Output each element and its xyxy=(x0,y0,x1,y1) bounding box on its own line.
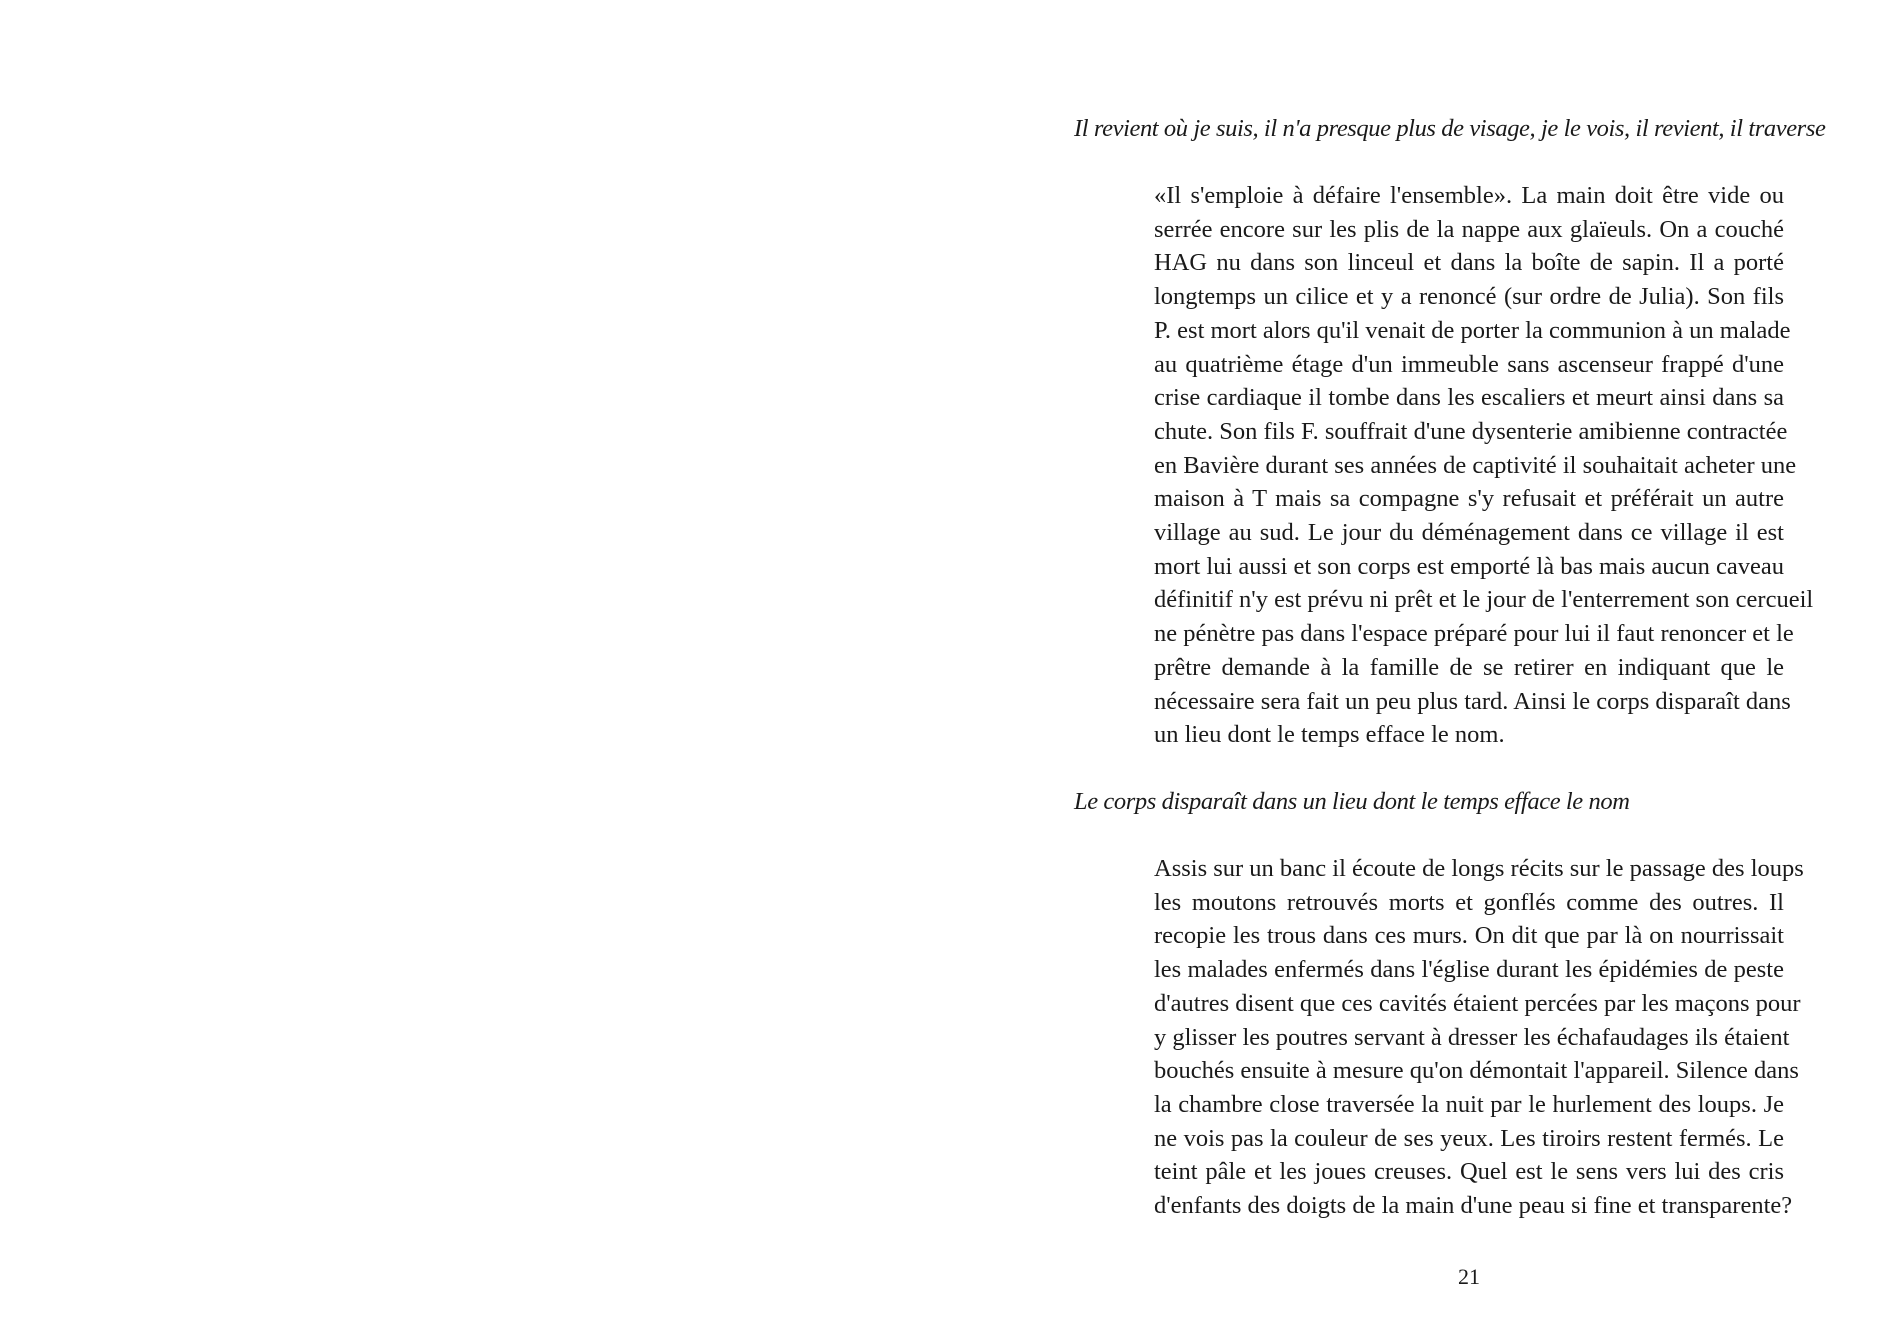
text-line: la chambre close traversée la nuit par le hurlement des loups. Je xyxy=(1154,1090,1784,1118)
text-line: «Il s'emploie à défaire l'ensemble». La main doit être vide ou xyxy=(1154,182,1784,209)
text-line: village au sud. Le jour du déménagement dans ce village il est xyxy=(1154,519,1784,547)
text-line: bouchés ensuite à mesure qu'on démontait l'appareil. Silence dans xyxy=(1154,1057,1799,1085)
text-line: les moutons retrouvés morts et gonflés comme des outres. Il xyxy=(1154,888,1784,916)
text-line: les malades enfermés dans l'église durant les épidémies de peste xyxy=(1154,956,1784,984)
text-line: au quatrième étage d'un immeuble sans ascenseur frappé d'une xyxy=(1154,350,1784,378)
text-line: d'autres disent que ces cavités étaient percées par les maçons pour xyxy=(1154,989,1801,1017)
section-heading-2: Le corps disparaît dans un lieu dont le temps efface le nom xyxy=(1074,788,1630,815)
text-line: en Bavière durant ses années de captivité il souhaitait acheter une xyxy=(1154,451,1797,479)
right-page xyxy=(1074,0,1826,1332)
text-line: chute. Son fils F. souffrait d'une dysenterie amibienne contractée xyxy=(1154,417,1788,445)
text-line: un lieu dont le temps efface le nom. xyxy=(1154,721,1505,749)
text-line: P. est mort alors qu'il venait de porter la communion à un malade xyxy=(1154,316,1791,344)
section-heading-1: Il revient où je suis, il n'a presque plus de visage, je le vois, il revient, il traverse xyxy=(1074,115,1826,142)
text-line: nécessaire sera fait un peu plus tard. Ainsi le corps disparaît dans xyxy=(1154,687,1791,715)
text-line: crise cardiaque il tombe dans les escaliers et meurt ainsi dans sa xyxy=(1154,384,1784,412)
paragraph-1 xyxy=(1154,179,1814,752)
paragraph-2 xyxy=(1154,852,1804,1223)
text-line: définitif n'y est prévu ni prêt et le jour de l'enterrement son cercueil xyxy=(1154,586,1814,614)
text-line: ne vois pas la couleur de ses yeux. Les tiroirs restent fermés. Le xyxy=(1154,1124,1784,1152)
text-line: ne pénètre pas dans l'espace préparé pour lui il faut renoncer et le xyxy=(1154,620,1794,648)
text-line: d'enfants des doigts de la main d'une peau si fine et transparente? xyxy=(1154,1192,1793,1220)
page-number: 21 xyxy=(1458,1264,1480,1289)
text-line: prêtre demande à la famille de se retirer en indiquant que le xyxy=(1154,653,1784,681)
text-line: serrée encore sur les plis de la nappe aux glaïeuls. On a couché xyxy=(1154,215,1784,243)
text-line: mort lui aussi et son corps est emporté là bas mais aucun caveau xyxy=(1154,552,1785,580)
text-line: Assis sur un banc il écoute de longs récits sur le passage des loups xyxy=(1154,855,1804,882)
text-line: y glisser les poutres servant à dresser les échafaudages ils étaient xyxy=(1154,1023,1790,1051)
text-line: longtemps un cilice et y a renoncé (sur ordre de Julia). Son fils xyxy=(1154,283,1784,311)
text-line: HAG nu dans son linceul et dans la boîte de sapin. Il a porté xyxy=(1154,249,1784,277)
text-line: recopie les trous dans ces murs. On dit que par là on nourrissait xyxy=(1154,922,1784,950)
text-line: maison à T mais sa compagne s'y refusait et préférait un autre xyxy=(1154,485,1784,513)
text-line: teint pâle et les joues creuses. Quel est le sens vers lui des cris xyxy=(1154,1158,1784,1186)
